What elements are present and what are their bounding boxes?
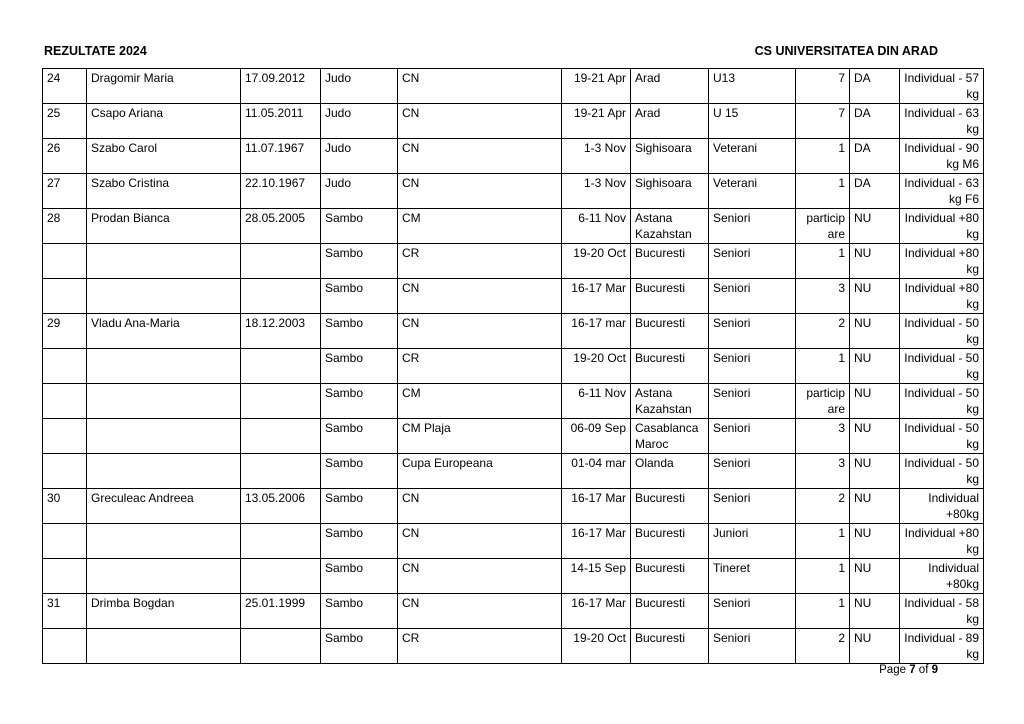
event-cell: Individual +80 kg [900, 244, 984, 279]
row-number-cell: 25 [43, 104, 87, 139]
competition-cell: CM [398, 209, 562, 244]
flag-cell: NU [850, 384, 900, 419]
athlete-name-cell [87, 244, 241, 279]
athlete-name-cell: Dragomir Maria [87, 69, 241, 104]
rank-cell: 7 [796, 69, 850, 104]
event-cell: Individual - 50 kg [900, 419, 984, 454]
category-cell: U13 [709, 69, 796, 104]
location-cell: Bucuresti [631, 349, 709, 384]
date-cell: 16-17 Mar [562, 524, 631, 559]
birth-date-cell [241, 524, 321, 559]
birth-date-cell [241, 419, 321, 454]
category-cell: Seniori [709, 594, 796, 629]
event-cell: Individual - 50 kg [900, 314, 984, 349]
athlete-name-cell [87, 454, 241, 489]
birth-date-cell [241, 559, 321, 594]
rank-cell: 2 [796, 314, 850, 349]
athlete-name-cell: Greculeac Andreea [87, 489, 241, 524]
rank-cell: 1 [796, 244, 850, 279]
category-cell: Seniori [709, 419, 796, 454]
category-cell: Seniori [709, 314, 796, 349]
birth-date-cell [241, 349, 321, 384]
row-number-cell: 26 [43, 139, 87, 174]
athlete-name-cell: Szabo Cristina [87, 174, 241, 209]
sport-cell: Judo [321, 139, 398, 174]
category-cell: Seniori [709, 349, 796, 384]
competition-cell: CN [398, 174, 562, 209]
birth-date-cell: 11.05.2011 [241, 104, 321, 139]
table-row [43, 174, 984, 209]
table-row [43, 139, 984, 174]
sport-cell: Sambo [321, 314, 398, 349]
event-cell: Individual - 63 kg [900, 104, 984, 139]
birth-date-cell [241, 454, 321, 489]
flag-cell: NU [850, 594, 900, 629]
rank-cell: 2 [796, 629, 850, 664]
table-row [43, 104, 984, 139]
athlete-name-cell [87, 384, 241, 419]
date-cell: 1-3 Nov [562, 139, 631, 174]
row-number-cell [43, 419, 87, 454]
competition-cell: CR [398, 629, 562, 664]
table-row [43, 314, 984, 349]
competition-cell: CN [398, 69, 562, 104]
table-row [43, 489, 984, 524]
athlete-name-cell: Vladu Ana-Maria [87, 314, 241, 349]
flag-cell: NU [850, 244, 900, 279]
athlete-name-cell [87, 419, 241, 454]
event-cell: Individual - 58 kg [900, 594, 984, 629]
athlete-name-cell: Prodan Bianca [87, 209, 241, 244]
page-total: 9 [931, 664, 938, 676]
location-cell: Bucuresti [631, 244, 709, 279]
competition-cell: CM [398, 384, 562, 419]
location-cell: Bucuresti [631, 279, 709, 314]
competition-cell: CR [398, 349, 562, 384]
category-cell: Juniori [709, 524, 796, 559]
rank-cell: 7 [796, 104, 850, 139]
event-cell: Individual - 90 kg M6 [900, 139, 984, 174]
header-club: CS UNIVERSITATEA DIN ARAD [754, 44, 938, 58]
location-cell: Bucuresti [631, 629, 709, 664]
birth-date-cell: 25.01.1999 [241, 594, 321, 629]
sport-cell: Sambo [321, 244, 398, 279]
date-cell: 19-21 Apr [562, 69, 631, 104]
rank-cell: particip are [796, 209, 850, 244]
row-number-cell [43, 279, 87, 314]
date-cell: 19-20 Oct [562, 349, 631, 384]
category-cell: Tineret [709, 559, 796, 594]
event-cell: Individual - 50 kg [900, 454, 984, 489]
table-row [43, 69, 984, 104]
flag-cell: NU [850, 454, 900, 489]
location-cell: Bucuresti [631, 314, 709, 349]
date-cell: 6-11 Nov [562, 209, 631, 244]
competition-cell: Cupa Europeana [398, 454, 562, 489]
flag-cell: NU [850, 524, 900, 559]
date-cell: 16-17 Mar [562, 279, 631, 314]
table-row [43, 629, 984, 664]
page-footer [879, 664, 938, 676]
flag-cell: DA [850, 69, 900, 104]
date-cell: 1-3 Nov [562, 174, 631, 209]
sport-cell: Judo [321, 69, 398, 104]
event-cell: Individual - 57 kg [900, 69, 984, 104]
row-number-cell: 29 [43, 314, 87, 349]
location-cell: Astana Kazahstan [631, 209, 709, 244]
birth-date-cell: 13.05.2006 [241, 489, 321, 524]
rank-cell: 3 [796, 419, 850, 454]
category-cell: Seniori [709, 384, 796, 419]
rank-cell: 1 [796, 139, 850, 174]
category-cell: Veterani [709, 139, 796, 174]
sport-cell: Sambo [321, 384, 398, 419]
flag-cell: NU [850, 629, 900, 664]
athlete-name-cell [87, 524, 241, 559]
category-cell: U 15 [709, 104, 796, 139]
birth-date-cell: 28.05.2005 [241, 209, 321, 244]
flag-cell: DA [850, 104, 900, 139]
athlete-name-cell: Szabo Carol [87, 139, 241, 174]
competition-cell: CN [398, 524, 562, 559]
competition-cell: CM Plaja [398, 419, 562, 454]
flag-cell: NU [850, 314, 900, 349]
location-cell: Arad [631, 69, 709, 104]
row-number-cell: 28 [43, 209, 87, 244]
date-cell: 14-15 Sep [562, 559, 631, 594]
row-number-cell [43, 244, 87, 279]
rank-cell: 1 [796, 174, 850, 209]
page-label: Page [879, 664, 906, 676]
sport-cell: Sambo [321, 524, 398, 559]
location-cell: Casablanca Maroc [631, 419, 709, 454]
event-cell: Individual - 50 kg [900, 349, 984, 384]
row-number-cell [43, 349, 87, 384]
rank-cell: 1 [796, 349, 850, 384]
table-row [43, 454, 984, 489]
table-row [43, 419, 984, 454]
date-cell: 19-20 Oct [562, 244, 631, 279]
sport-cell: Sambo [321, 629, 398, 664]
date-cell: 01-04 mar [562, 454, 631, 489]
sport-cell: Judo [321, 174, 398, 209]
date-cell: 06-09 Sep [562, 419, 631, 454]
event-cell: Individual +80kg [900, 489, 984, 524]
date-cell: 16-17 mar [562, 314, 631, 349]
location-cell: Bucuresti [631, 594, 709, 629]
table-row [43, 559, 984, 594]
rank-cell: 1 [796, 594, 850, 629]
birth-date-cell [241, 629, 321, 664]
competition-cell: CN [398, 489, 562, 524]
sport-cell: Judo [321, 104, 398, 139]
row-number-cell: 24 [43, 69, 87, 104]
date-cell: 19-20 Oct [562, 629, 631, 664]
competition-cell: CN [398, 314, 562, 349]
birth-date-cell: 22.10.1967 [241, 174, 321, 209]
row-number-cell [43, 629, 87, 664]
category-cell: Seniori [709, 209, 796, 244]
rank-cell: 1 [796, 524, 850, 559]
event-cell: Individual - 89 kg [900, 629, 984, 664]
rank-cell: 2 [796, 489, 850, 524]
birth-date-cell: 11.07.1967 [241, 139, 321, 174]
competition-cell: CN [398, 139, 562, 174]
event-cell: Individual +80 kg [900, 209, 984, 244]
competition-cell: CN [398, 594, 562, 629]
location-cell: Bucuresti [631, 489, 709, 524]
sport-cell: Sambo [321, 349, 398, 384]
location-cell: Arad [631, 104, 709, 139]
sport-cell: Sambo [321, 489, 398, 524]
athlete-name-cell [87, 279, 241, 314]
birth-date-cell [241, 384, 321, 419]
table-row [43, 279, 984, 314]
athlete-name-cell [87, 349, 241, 384]
date-cell: 16-17 Mar [562, 489, 631, 524]
birth-date-cell [241, 279, 321, 314]
table-row [43, 594, 984, 629]
flag-cell: NU [850, 419, 900, 454]
table-row [43, 349, 984, 384]
event-cell: Individual - 50 kg [900, 384, 984, 419]
sport-cell: Sambo [321, 419, 398, 454]
sport-cell: Sambo [321, 454, 398, 489]
date-cell: 16-17 Mar [562, 594, 631, 629]
page-of-label: of [918, 664, 929, 676]
sport-cell: Sambo [321, 279, 398, 314]
row-number-cell: 31 [43, 594, 87, 629]
rank-cell: 3 [796, 279, 850, 314]
row-number-cell [43, 384, 87, 419]
athlete-name-cell: Drimba Bogdan [87, 594, 241, 629]
competition-cell: CN [398, 559, 562, 594]
flag-cell: NU [850, 489, 900, 524]
flag-cell: NU [850, 559, 900, 594]
athlete-name-cell [87, 629, 241, 664]
event-cell: Individual +80 kg [900, 279, 984, 314]
location-cell: Sighisoara [631, 139, 709, 174]
competition-cell: CR [398, 244, 562, 279]
event-cell: Individual +80 kg [900, 524, 984, 559]
competition-cell: CN [398, 279, 562, 314]
page-current: 7 [909, 664, 916, 676]
row-number-cell [43, 524, 87, 559]
row-number-cell [43, 454, 87, 489]
row-number-cell: 27 [43, 174, 87, 209]
flag-cell: NU [850, 279, 900, 314]
location-cell: Bucuresti [631, 559, 709, 594]
athlete-name-cell: Csapo Ariana [87, 104, 241, 139]
table-row [43, 244, 984, 279]
flag-cell: NU [850, 349, 900, 384]
sport-cell: Sambo [321, 594, 398, 629]
rank-cell: particip are [796, 384, 850, 419]
header-title: REZULTATE 2024 [44, 44, 147, 58]
sport-cell: Sambo [321, 209, 398, 244]
date-cell: 19-21 Apr [562, 104, 631, 139]
flag-cell: DA [850, 174, 900, 209]
location-cell: Bucuresti [631, 524, 709, 559]
rank-cell: 1 [796, 559, 850, 594]
flag-cell: NU [850, 209, 900, 244]
table-row [43, 524, 984, 559]
event-cell: Individual +80kg [900, 559, 984, 594]
birth-date-cell: 17.09.2012 [241, 69, 321, 104]
category-cell: Seniori [709, 489, 796, 524]
event-cell: Individual - 63 kg F6 [900, 174, 984, 209]
category-cell: Seniori [709, 244, 796, 279]
table-row [43, 384, 984, 419]
category-cell: Seniori [709, 629, 796, 664]
category-cell: Seniori [709, 454, 796, 489]
location-cell: Olanda [631, 454, 709, 489]
results-rows [43, 69, 984, 664]
category-cell: Seniori [709, 279, 796, 314]
location-cell: Sighisoara [631, 174, 709, 209]
competition-cell: CN [398, 104, 562, 139]
row-number-cell: 30 [43, 489, 87, 524]
birth-date-cell: 18.12.2003 [241, 314, 321, 349]
location-cell: Astana Kazahstan [631, 384, 709, 419]
results-table [42, 68, 984, 664]
birth-date-cell [241, 244, 321, 279]
category-cell: Veterani [709, 174, 796, 209]
flag-cell: DA [850, 139, 900, 174]
rank-cell: 3 [796, 454, 850, 489]
athlete-name-cell [87, 559, 241, 594]
table-row [43, 209, 984, 244]
row-number-cell [43, 559, 87, 594]
date-cell: 6-11 Nov [562, 384, 631, 419]
sport-cell: Sambo [321, 559, 398, 594]
